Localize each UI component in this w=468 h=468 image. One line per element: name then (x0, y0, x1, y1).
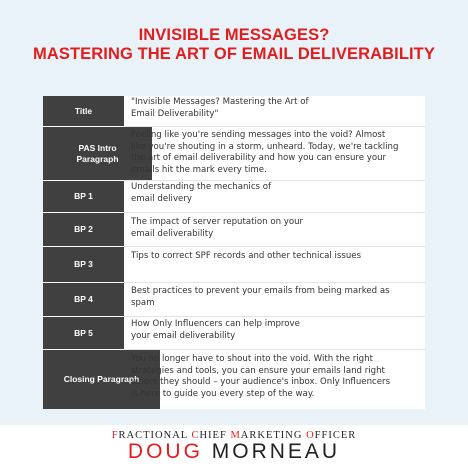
row-content: How Only Influencers can help improve your email deliverability (131, 319, 300, 341)
row-content: You no longer have to shout into the void. With the right strategies and tools, you can ensure your emails land right where they should – your audience's inbox. Only Influencers is here to guide you every step of the way. (131, 354, 391, 399)
table-row-bp2 (43, 213, 425, 246)
headline-line-2: MASTERING THE ART OF EMAIL DELIVERABILITY (33, 45, 435, 63)
table-row-bp3 (43, 247, 425, 282)
row-content: Feeling like you're sending messages into the void? Almost like you're shouting in a storm, unheard. Today, we're tackling the art of email deliverability and how you can ensure your emails hit the mark every time. (131, 130, 399, 175)
table-row-title (43, 96, 425, 126)
row-label: BP 3 (43, 247, 124, 282)
row-label: BP 5 (43, 317, 124, 349)
row-label: Closing Paragraph (43, 350, 160, 409)
row-label: PAS Intro Paragraph (43, 127, 152, 180)
brand-tagline: FRACTIONAL CHIEF MARKETING OFFICER (111, 430, 357, 441)
headline-line-1: INVISIBLE MESSAGES? (138, 26, 330, 44)
table-row-pas-intro (43, 127, 425, 180)
brand-name: DOUG MORNEAU (127, 440, 341, 463)
row-label: BP 2 (43, 213, 124, 246)
row-content: "Invisible Messages? Mastering the Art of Email Deliverability" (131, 97, 309, 119)
headline (0, 26, 468, 64)
row-label: BP 1 (43, 181, 124, 212)
row-label: Title (43, 96, 124, 126)
table-row-closing (43, 350, 425, 409)
row-content: Understanding the mechanics of email delivery (131, 182, 272, 204)
content-table (43, 96, 425, 409)
table-row-bp5 (43, 317, 425, 349)
brand-footer (0, 425, 468, 468)
row-label: BP 4 (43, 283, 124, 316)
table-row-bp4 (43, 283, 425, 316)
row-content: Best practices to prevent your emails from being marked as spam (131, 286, 390, 308)
table-row-bp1 (43, 181, 425, 212)
row-content: The impact of server reputation on your email deliverability (131, 217, 304, 239)
row-content: Tips to correct SPF records and other technical issues (131, 251, 362, 261)
